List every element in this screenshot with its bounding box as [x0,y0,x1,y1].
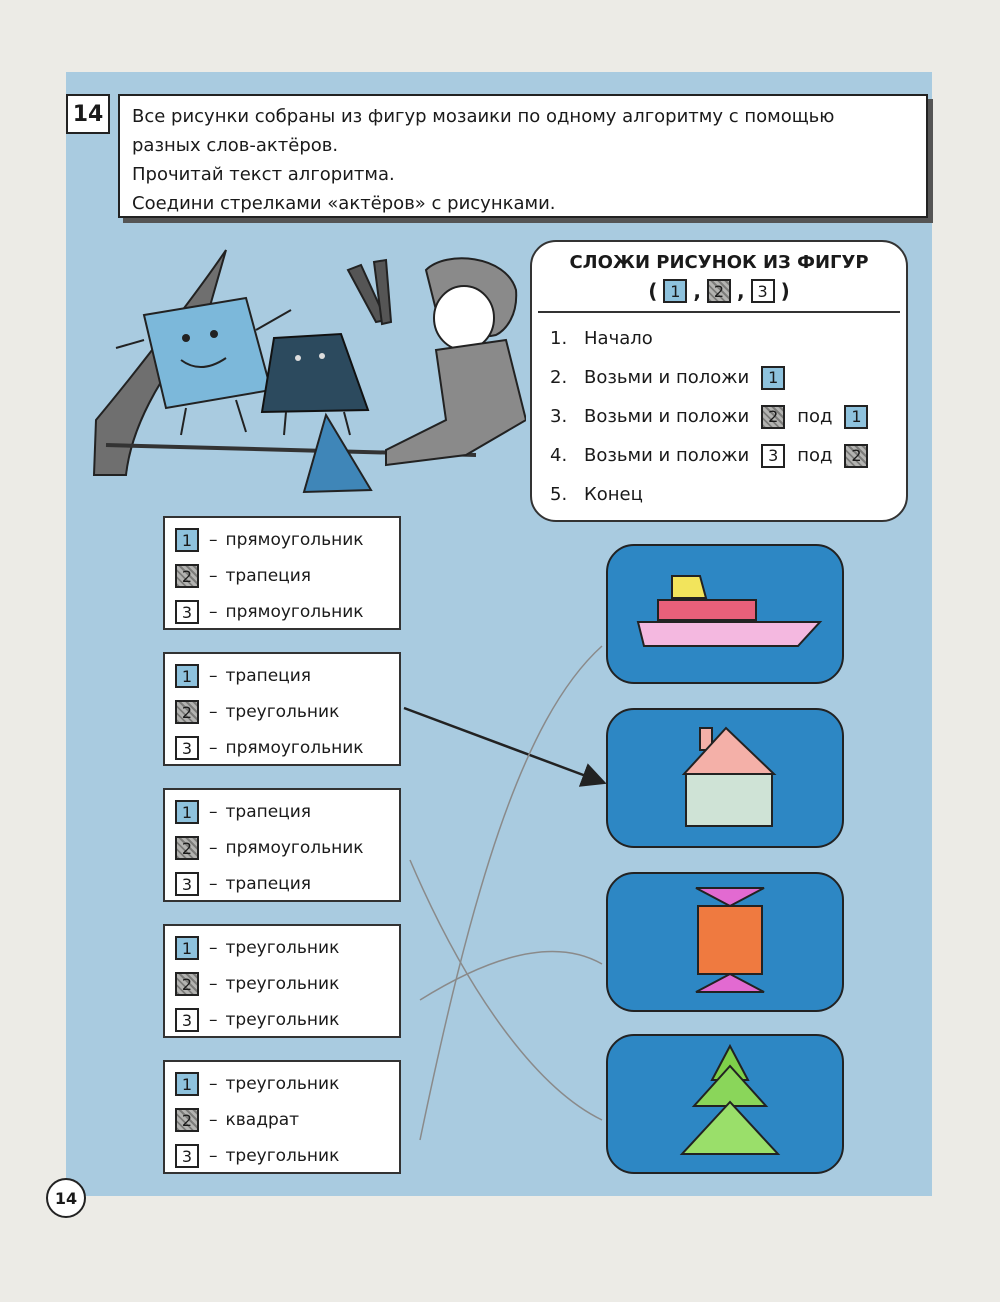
actor-set-2[interactable] [163,652,401,766]
step-number: 2. [550,367,568,388]
actor-number: 1 [175,800,199,824]
task-line: Соедини стрелками «актёров» с рисунками. [132,193,556,214]
task-instructions [118,94,928,218]
actor-name: треугольник [225,1010,340,1030]
actor-number: 3 [175,736,199,760]
actor-name: треугольник [225,974,340,994]
actor-row [173,794,391,830]
actor-row [173,1066,391,1102]
actor-set-1[interactable] [163,516,401,630]
actor-row [173,1138,391,1174]
actor-number: 3 [175,600,199,624]
actor-row [173,522,391,558]
actor-set-3[interactable] [163,788,401,902]
task-line: разных слов-актёров. [132,135,339,156]
actor-name: треугольник [225,702,340,722]
actor-number: 2 [175,564,199,588]
bowtie-figure-icon [608,874,842,1010]
actor-name: треугольник [225,1074,340,1094]
dash: – [209,1110,218,1130]
actor-name: квадрат [225,1110,300,1130]
actor-number: 2 [175,972,199,996]
actor-number: 1 [175,528,199,552]
param-box-1: 1 [663,279,687,303]
step-text: Конец [584,484,643,505]
task-number: 14 [66,94,110,134]
dash: – [209,802,218,822]
step-box: 1 [844,405,868,429]
param-box-2: 2 [707,279,731,303]
step-box: 2 [761,405,785,429]
task-line: Прочитай текст алгоритма. [132,164,395,185]
step-number: 5. [550,484,568,505]
step-text: Возьми и положи [584,367,750,388]
dash: – [209,530,218,550]
actor-number: 3 [175,872,199,896]
actor-name: трапеция [225,802,312,822]
tree-icon [608,1036,842,1176]
actor-row [173,1002,391,1038]
dash: – [209,702,218,722]
dash: – [209,738,218,758]
dash: – [209,1074,218,1094]
actor-row [173,594,391,630]
algorithm-params [532,279,906,303]
actor-name: прямоугольник [225,738,364,758]
dash: – [209,1146,218,1166]
step-number: 1. [550,328,568,349]
actor-number: 1 [175,936,199,960]
dash: – [209,938,218,958]
algorithm-step [532,475,906,514]
actor-set-5[interactable] [163,1060,401,1174]
param-box-3: 3 [751,279,775,303]
actor-row [173,730,391,766]
ship-icon [608,546,842,682]
actor-row [173,866,391,902]
actor-name: прямоугольник [225,530,364,550]
comma: , [693,279,701,303]
comma: , [737,279,745,303]
step-number: 4. [550,445,568,466]
algorithm-divider [538,311,900,313]
picture-card-bowtie[interactable] [606,872,844,1012]
actor-number: 1 [175,664,199,688]
actor-name: трапеция [225,566,312,586]
task-line: Все рисунки собраны из фигур мозаики по одному алгоритму с помощью [132,106,835,127]
dash: – [209,566,218,586]
picture-card-house[interactable] [606,708,844,848]
step-word: под [797,445,833,466]
actor-name: прямоугольник [225,838,364,858]
actor-row [173,966,391,1002]
dash: – [209,666,218,686]
actor-name: треугольник [225,938,340,958]
open-paren: ( [648,279,658,303]
picture-card-tree[interactable] [606,1034,844,1174]
actor-row [173,830,391,866]
step-box: 2 [844,444,868,468]
actor-number: 3 [175,1144,199,1168]
step-text: Возьми и положи [584,406,750,427]
algorithm-step [532,436,906,475]
dash: – [209,1010,218,1030]
algorithm-card [530,240,908,522]
actor-number: 2 [175,1108,199,1132]
algorithm-step [532,397,906,436]
boy-with-scissors-icon [348,258,526,465]
close-paren: ) [780,279,790,303]
dash: – [209,602,218,622]
algorithm-step [532,319,906,358]
actor-number: 2 [175,700,199,724]
picture-card-ship[interactable] [606,544,844,684]
page-number: 14 [46,1178,86,1218]
dash: – [209,874,218,894]
actor-set-4[interactable] [163,924,401,1038]
actor-number: 1 [175,1072,199,1096]
house-icon [608,710,842,846]
actor-row [173,558,391,594]
actor-name: прямоугольник [225,602,364,622]
algorithm-step [532,358,906,397]
actor-row [173,1102,391,1138]
dash: – [209,838,218,858]
step-text: Возьми и положи [584,445,750,466]
step-number: 3. [550,406,568,427]
actor-row [173,658,391,694]
step-box: 3 [761,444,785,468]
actor-row [173,930,391,966]
dash: – [209,974,218,994]
step-text: Начало [584,328,653,349]
actor-row [173,694,391,730]
actor-number: 3 [175,1008,199,1032]
actor-name: трапеция [225,666,312,686]
step-box: 1 [761,366,785,390]
actor-name: трапеция [225,874,312,894]
algorithm-title: СЛОЖИ РИСУНОК ИЗ ФИГУР [569,252,869,273]
step-word: под [797,406,833,427]
actor-name: треугольник [225,1146,340,1166]
actors-illustration [86,240,526,500]
trapezoid-actor-icon [262,334,368,435]
actor-number: 2 [175,836,199,860]
